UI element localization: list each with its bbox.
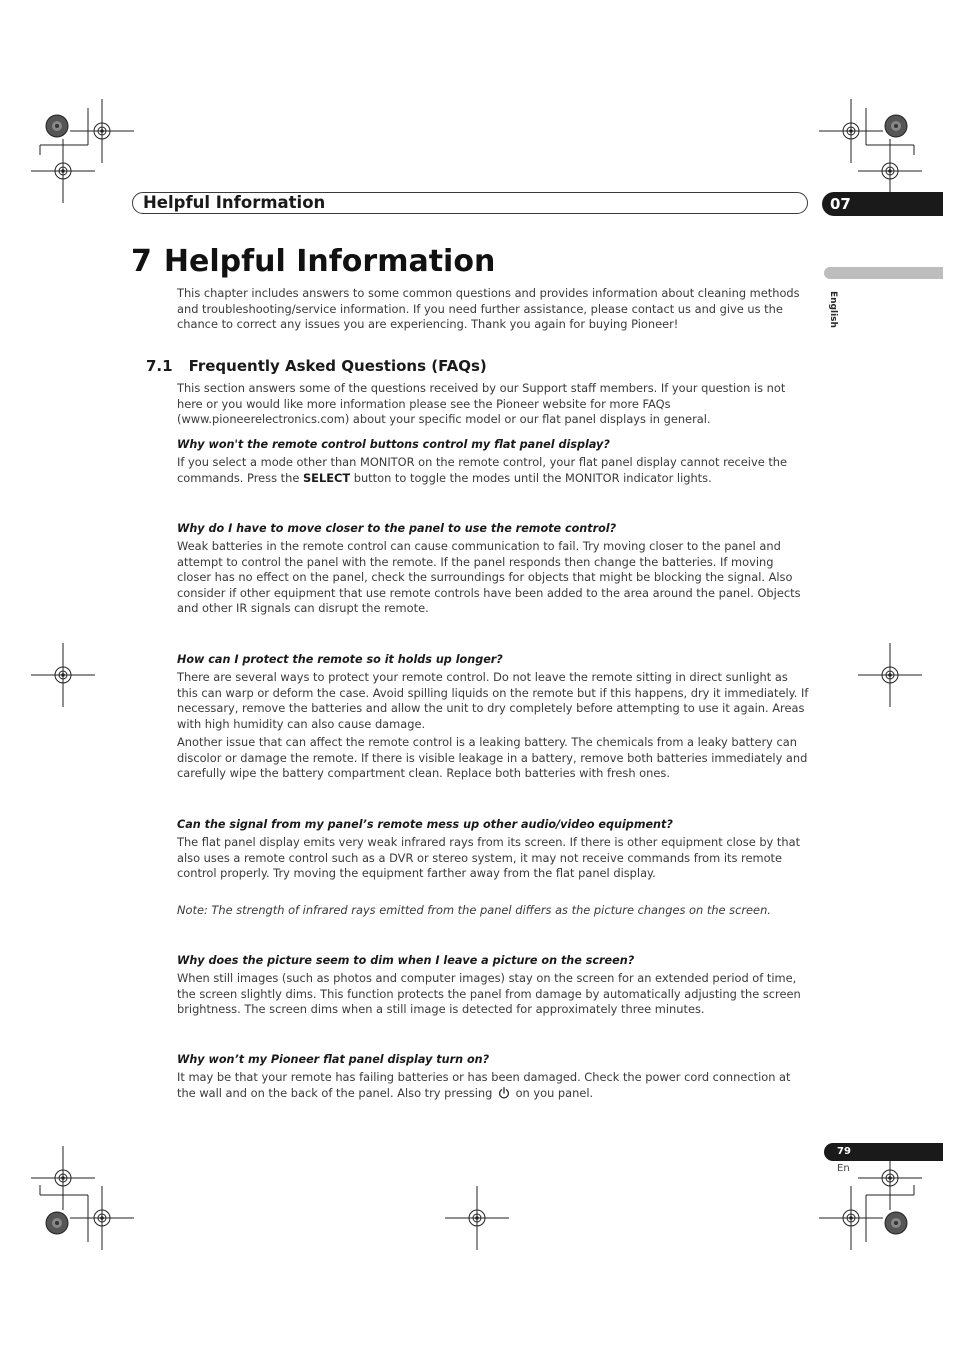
select-button-label: SELECT <box>302 470 351 485</box>
section-heading <box>146 355 487 377</box>
faq-note: Note: The strength of infrared rays emitted from the panel differs as the picture changes on the screen. <box>177 903 771 917</box>
language-side-tab <box>824 267 943 279</box>
power-icon <box>498 1087 510 1099</box>
faq-question: Can the signal from my panel’s remote mess up other audio/video equipment? <box>177 818 673 831</box>
chapter-tab <box>822 192 943 216</box>
faq-answer: The flat panel display emits very weak infrared rays from its screen. If there is other equipment close by that also uses a remote control such as a DVR or stereo system, it may not receive commands from its remote control properly. Try moving the equipment farther away from the flat panel display. <box>177 835 801 881</box>
language-side-label: English <box>828 291 838 328</box>
section-number: 7.1 <box>146 357 173 375</box>
section-intro: This section answers some of the questions received by our Support staff members. If your question is not here or you would like more information please see the Pioneer website for more FAQs (www.pioneerelectronics.com) about your specific model or our flat panel displays in general. <box>177 381 786 427</box>
chapter-tab-number: 07 <box>830 195 851 213</box>
faq-question: Why do I have to move closer to the panel to use the remote control? <box>177 522 617 535</box>
faq-question: Why won’t my Pioneer flat panel display turn on? <box>177 1053 490 1066</box>
faq-question: Why does the picture seem to dim when I leave a picture on the screen? <box>177 954 635 967</box>
faq-answer: Another issue that can affect the remote control is a leaking battery. The chemicals from a leaky battery can discolor or damage the remote. If there is visible leakage in a battery, remove both batteries immediately and carefully wipe the battery compartment clean. Replace both batteries with fresh ones. <box>177 735 808 781</box>
running-header <box>132 192 808 214</box>
faq-question: Why won't the remote control buttons control my flat panel display? <box>177 438 610 451</box>
page-language-code: En <box>837 1163 850 1174</box>
faq-answer: It may be that your remote has failing batteries or has been damaged. Check the power cord connection at the wall and on the back of the panel. Also try pressing on you panel. <box>177 1070 791 1100</box>
faq-question: How can I protect the remote so it holds up longer? <box>177 653 503 666</box>
page-number: 79 <box>837 1146 851 1157</box>
page-number-tab <box>824 1143 943 1161</box>
chapter-title <box>131 240 495 284</box>
running-header-title: Helpful Information <box>143 193 326 212</box>
chapter-intro: This chapter includes answers to some common questions and provides information about cleaning methods and troubleshooting/service information. If you need further assistance, please contact us and give us the chance to correct any issues you are experiencing. Thank you again for buying Pioneer! <box>177 286 800 332</box>
faq-answer: Weak batteries in the remote control can cause communication to fail. Try moving closer to the panel and attempt to control the panel with the remote. If the panel responds then change the batteries. If moving closer has no effect on the panel, check the surroundings for objects that might be blocking the signal. Also consider if other equipment that use remote controls have been added to the area around the panel. Objects and other IR signals can disrupt the remote. <box>177 539 801 616</box>
faq-answer: When still images (such as photos and computer images) stay on the screen for an extended period of time, the screen slightly dims. This function protects the panel from damage by automatically adjusting the screen brightness. The screen dims when a still image is detected for approximately three minutes. <box>177 971 801 1017</box>
chapter-title-text: Helpful Information <box>163 244 496 279</box>
faq-answer: If you select a mode other than MONITOR on the remote control, your flat panel display cannot receive the commands. Press the SELECT button to toggle the modes until the MONITOR indicator lights. <box>177 455 788 485</box>
section-title: Frequently Asked Questions (FAQs) <box>188 357 487 375</box>
chapter-title-number: 7 <box>131 244 152 279</box>
faq-answer: There are several ways to protect your remote control. Do not leave the remote sitting in direct sunlight as this can warp or deform the case. Avoid spilling liquids on the remote but if this happens, dry it immediately. If necessary, remove the batteries and allow the unit to dry completely before attempting to use it again. Areas with high humidity can also cause damage. <box>177 670 809 731</box>
